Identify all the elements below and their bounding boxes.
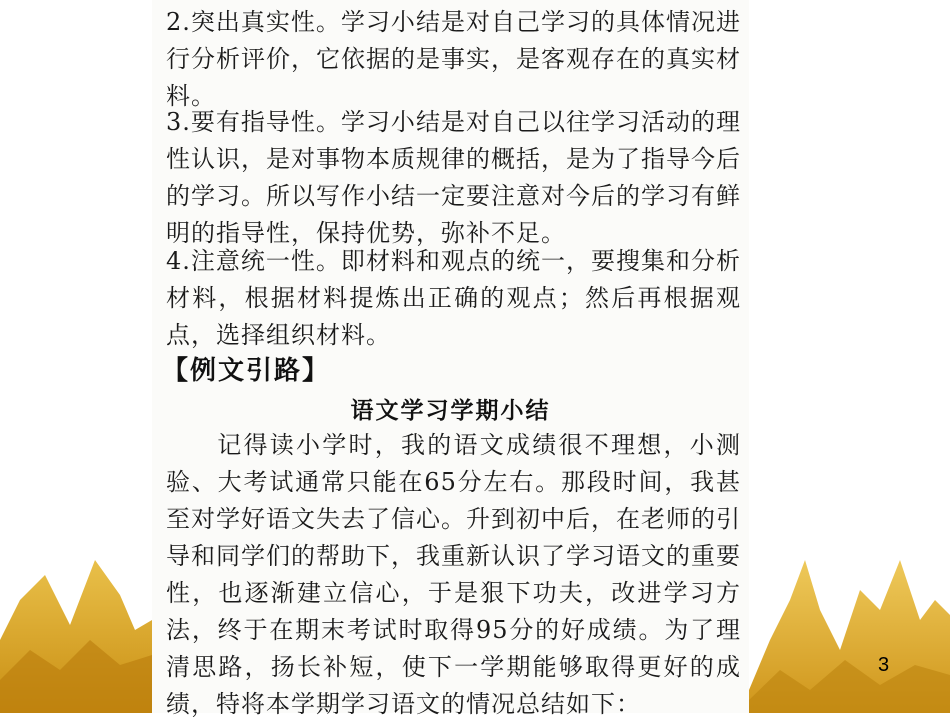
left-mountain-decoration [0,560,152,713]
document-page [152,0,749,718]
right-mountain-decoration [749,560,950,713]
essay-body-text: 记得读小学时，我的语文成绩很不理想，小测验、大考试通常只能在65分左右。那段时间，我甚至对学好语文失去了信心。升到初中后，在老师的引导和同学们的帮助下，我重新认识了学习语文的重要性，也逐渐建立信心，于是狠下功夫，改进学习方法，终于在期末考试时取得95分的好成绩。为了理清思路，扬长补短，使下一学期能够取得更好的成绩，特将本学期学习语文的情况总结如下： [166,431,741,718]
paragraph-unity: 4.注意统一性。即材料和观点的统一，要搜集和分析材料，根据材料提炼出正确的观点；然后再根据观点，选择组织材料。 [166,247,741,349]
essay-title: 语文学习学期小结 [350,398,551,424]
page-number: 3 [878,654,890,676]
section-heading: 【例文引路】 [162,356,331,386]
paragraph-authenticity: 2.突出真实性。学习小结是对自己学习的具体情况进行分析评价，它依据的是事实，是客观存在的真实材料。 [166,8,741,110]
essay-body [166,427,741,723]
paragraph-guidance: 3.要有指导性。学习小结是对自己以往学习活动的理性认识，是对事物本质规律的概括，是为了指导今后的学习。所以写作小结一定要注意对今后的学习有鲜明的指导性，保持优势，弥补不足。 [166,108,741,247]
